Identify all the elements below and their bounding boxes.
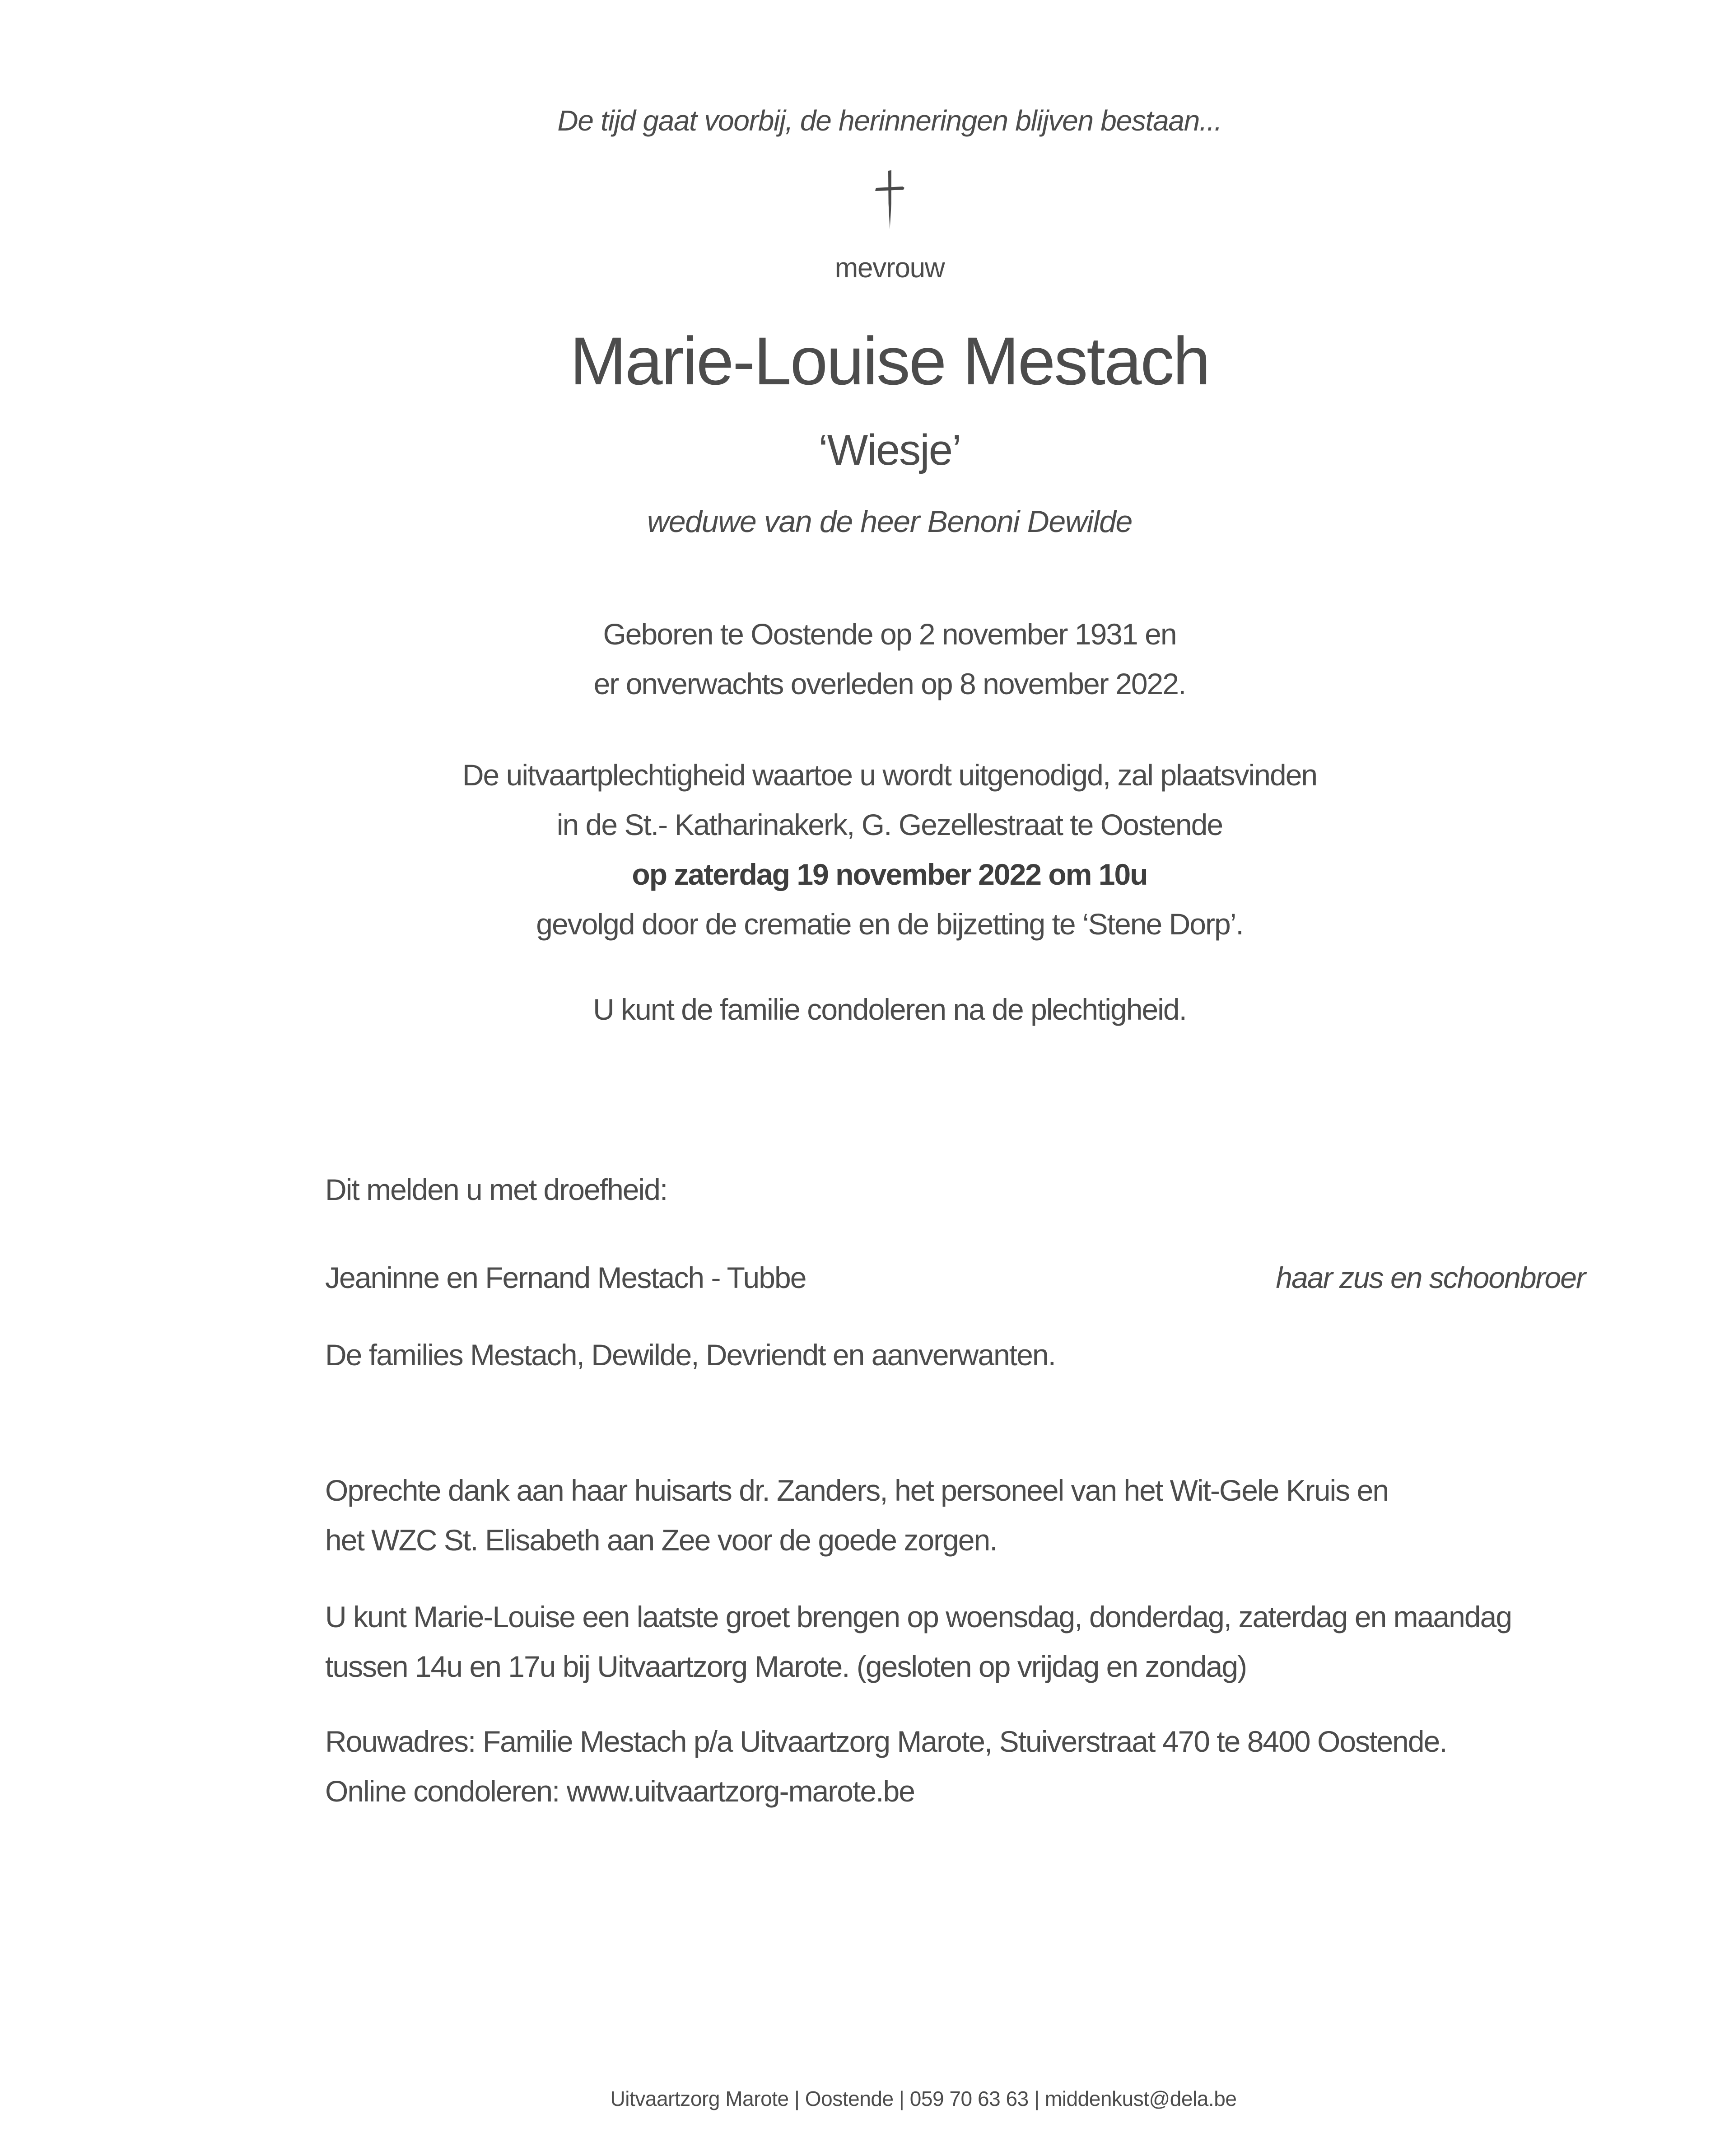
family-row [325,1253,1585,1302]
visitation-line-1: U kunt Marie-Louise een laatste groet brengen op woensdag, donderdag, zaterdag en maandag [325,1600,1512,1633]
memorial-quote: De tijd gaat voorbij, de herinneringen blijven bestaan... [557,104,1222,137]
mourning-address: Rouwadres: Familie Mestach p/a Uitvaartzorg Marote, Stuiverstraat 470 te 8400 Oostende. [325,1725,1447,1758]
deceased-nickname: ‘Wiesje’ [818,426,961,474]
funeral-home-footer: Uitvaartzorg Marote | Oostende | 059 70 63 63 | middenkust@dela.be [610,2087,1237,2110]
death-line: er onverwachts overleden op 8 november 2022. [593,667,1186,700]
mourning-address-block [325,1717,1585,1816]
families-line: De families Mestach, Dewilde, Devriendt en aanverwanten. [325,1338,1055,1372]
visitation-line-2: tussen 14u en 17u bij Uitvaartzorg Marote. (gesloten op vrijdag en zondag) [325,1650,1247,1683]
online-condolence: Online condoleren: www.uitvaartzorg-marote.be [325,1774,914,1808]
widow-line: weduwe van de heer Benoni Dewilde [647,504,1133,539]
thanks-line-2: het WZC St. Elisabeth aan Zee voor de goede zorgen. [325,1523,997,1557]
family-names: Jeaninne en Fernand Mestach - Tubbe [325,1261,806,1294]
service-line-1: De uitvaartplechtigheid waartoe u wordt uitgenodigd, zal plaatsvinden [462,758,1317,792]
service-followup: gevolgd door de crematie en de bijzetting te ‘Stene Dorp’. [536,907,1243,941]
service-block [325,750,1454,949]
salutation: mevrouw [834,252,945,284]
thanks-block [325,1465,1585,1565]
birth-death-block [325,609,1454,709]
thanks-line-1: Oprechte dank aan haar huisarts dr. Zanders, het personeel van het Wit-Gele Kruis en [325,1474,1389,1507]
announcement-intro: Dit melden u met droefheid: [325,1173,667,1206]
birth-line: Geboren te Oostende op 2 november 1931 en [603,617,1176,651]
family-relation: haar zus en schoonbroer [1276,1261,1585,1294]
deceased-name: Marie-Louise Mestach [570,323,1209,399]
service-line-2: in de St.- Katharinakerk, G. Gezellestraat te Oostende [556,808,1223,841]
visitation-block [325,1592,1585,1691]
service-datetime: op zaterdag 19 november 2022 om 10u [632,858,1147,891]
condolence-note: U kunt de familie condoleren na de plechtigheid. [593,993,1186,1026]
memorial-cross-icon [875,169,904,230]
